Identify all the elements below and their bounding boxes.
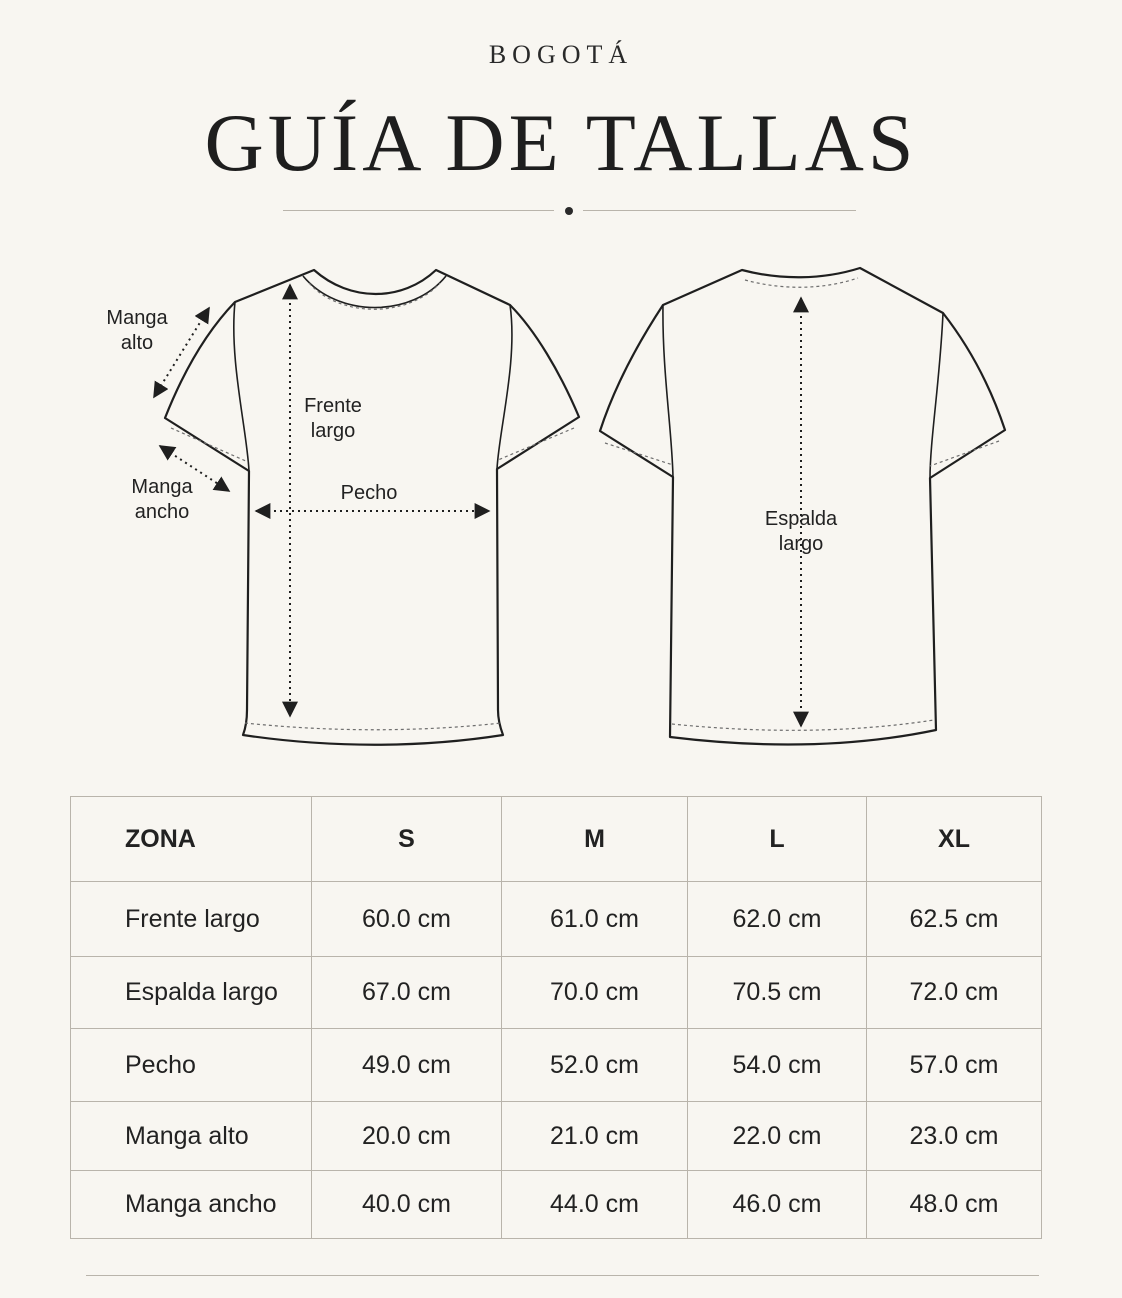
bottom-divider	[86, 1275, 1039, 1276]
value-cell: 70.5 cm	[688, 957, 867, 1029]
label-manga-alto: Manga alto	[106, 307, 168, 354]
value-cell: 20.0 cm	[312, 1102, 502, 1171]
zone-label: Espalda largo	[71, 957, 312, 1029]
table-row	[71, 957, 1042, 1029]
value-cell: 52.0 cm	[502, 1029, 688, 1102]
table-row	[71, 1102, 1042, 1171]
page-title: GUÍA DE TALLAS	[204, 97, 918, 188]
header-size-m: M	[502, 797, 688, 882]
value-cell: 54.0 cm	[688, 1029, 867, 1102]
value-cell: 49.0 cm	[312, 1029, 502, 1102]
label-frente-largo: Frente largo	[304, 395, 362, 442]
label-espalda-largo: Espalda largo	[764, 508, 838, 555]
value-cell: 21.0 cm	[502, 1102, 688, 1171]
value-cell: 72.0 cm	[867, 957, 1042, 1029]
value-cell: 44.0 cm	[502, 1171, 688, 1239]
front-measure-arrows	[154, 285, 489, 716]
value-cell: 67.0 cm	[312, 957, 502, 1029]
value-cell: 62.0 cm	[688, 882, 867, 957]
value-cell: 22.0 cm	[688, 1102, 867, 1171]
header-size-s: S	[312, 797, 502, 882]
label-manga-ancho: Manga ancho	[131, 476, 193, 523]
table-row	[71, 882, 1042, 957]
value-cell: 60.0 cm	[312, 882, 502, 957]
value-cell: 57.0 cm	[867, 1029, 1042, 1102]
value-cell: 70.0 cm	[502, 957, 688, 1029]
brand-name: BOGOTÁ	[488, 40, 634, 69]
zone-label: Manga alto	[71, 1102, 312, 1171]
label-pecho: Pecho	[340, 482, 398, 504]
value-cell: 46.0 cm	[688, 1171, 867, 1239]
header-zona: ZONA	[71, 797, 312, 882]
header-size-xl: XL	[867, 797, 1042, 882]
zone-label: Frente largo	[71, 882, 312, 957]
size-table	[70, 796, 1042, 1239]
value-cell: 62.5 cm	[867, 882, 1042, 957]
value-cell: 61.0 cm	[502, 882, 688, 957]
table-row	[71, 1171, 1042, 1239]
value-cell: 40.0 cm	[312, 1171, 502, 1239]
table-row	[71, 1029, 1042, 1102]
front-tshirt-outline	[165, 270, 579, 745]
header-size-l: L	[688, 797, 867, 882]
value-cell: 23.0 cm	[867, 1102, 1042, 1171]
zone-label: Pecho	[71, 1029, 312, 1102]
table-header-row	[71, 797, 1042, 882]
zone-label: Manga ancho	[71, 1171, 312, 1239]
value-cell: 48.0 cm	[867, 1171, 1042, 1239]
